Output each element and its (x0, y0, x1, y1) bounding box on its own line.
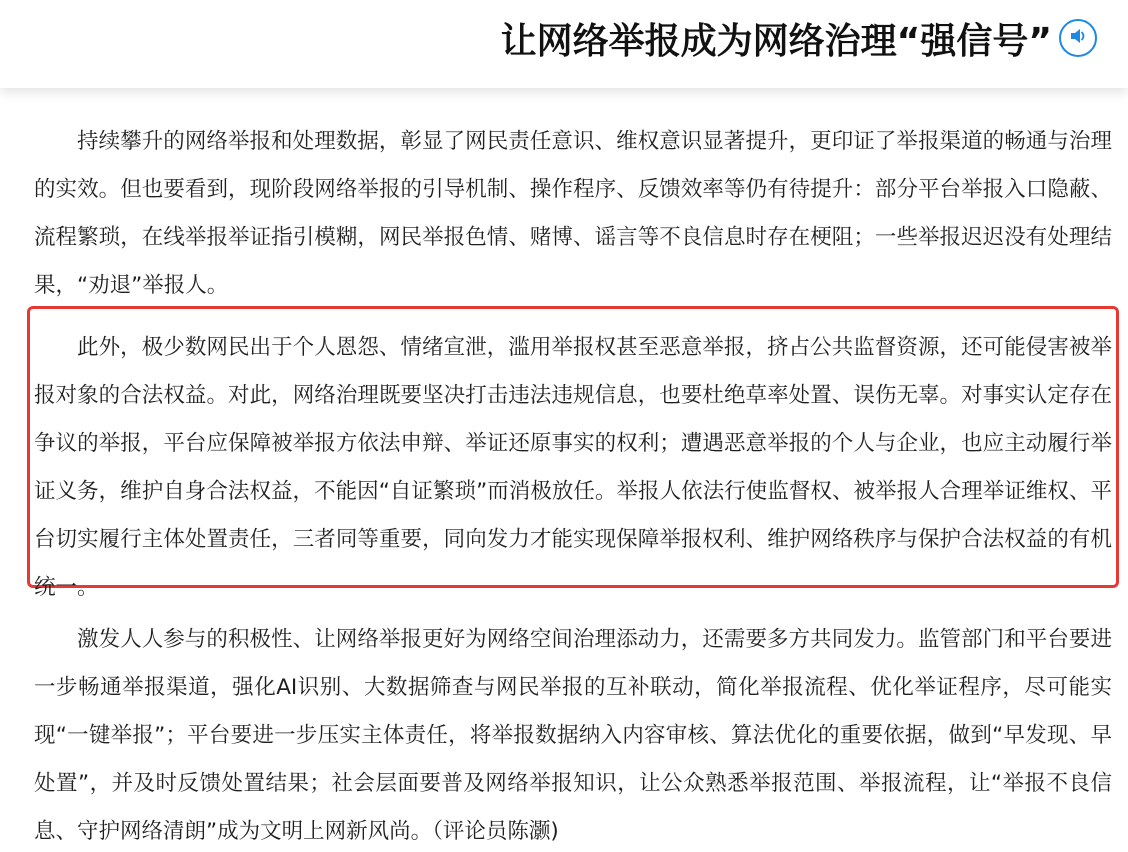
article-paragraph-3: 激发人人参与的积极性、让网络举报更好为网络空间治理添动力，还需要多方共同发力。监管部门和平台要进一步畅通举报渠道，强化AI识别、大数据筛查与网民举报的互补联动，简化举报流程、优化举证程序，尽可能实现“一键举报”；平台要进一步压实主体责任，将举报数据纳入内容审核、算法优化的重要依据，做到“早发现、早处置”，并及时反馈处置结果；社会层面要普及网络举报知识，让公众熟悉举报范围、举报流程，让“举报不良信息、守护网络清朗”成为文明上网新风尚。（评论员陈灏) (34, 627, 1112, 844)
page-title: 让网络举报成为网络治理“强信号” (500, 21, 1052, 62)
audio-play-button[interactable] (1059, 19, 1097, 57)
speaker-icon (1068, 26, 1088, 50)
article-paragraph-1: 持续攀升的网络举报和处理数据，彰显了网民责任意识、维权意识显著提升，更印证了举报渠道的畅通与治理的实效。但也要看到，现阶段网络举报的引导机制、操作程序、反馈效率等仍有待提升：部分平台举报入口隐蔽、流程繁琐，在线举报举证指引模糊，网民举报色情、赌博、谣言等不良信息时存在梗阻；一些举报迟迟没有处理结果，“劝退”举报人。 (34, 129, 1112, 298)
article-header (0, 0, 1128, 88)
article-paragraph-2-highlighted: 此外，极少数网民出于个人恩怨、情绪宣泄，滥用举报权甚至恶意举报，挤占公共监督资源，还可能侵害被举报对象的合法权益。对此，网络治理既要坚决打击违法违规信息，也要杜绝草率处置、误伤无辜。对事实认定存在争议的举报，平台应保障被举报方依法申辩、举证还原事实的权利；遭遇恶意举报的个人与企业，也应主动履行举证义务，维护自身合法权益，不能因“自证繁琐”而消极放任。举报人依法行使监督权、被举报人合理举证维权、平台切实履行主体处置责任，三者同等重要，同向发力才能实现保障举报权利、维护网络秩序与保护合法权益的有机统一。 (34, 335, 1112, 600)
